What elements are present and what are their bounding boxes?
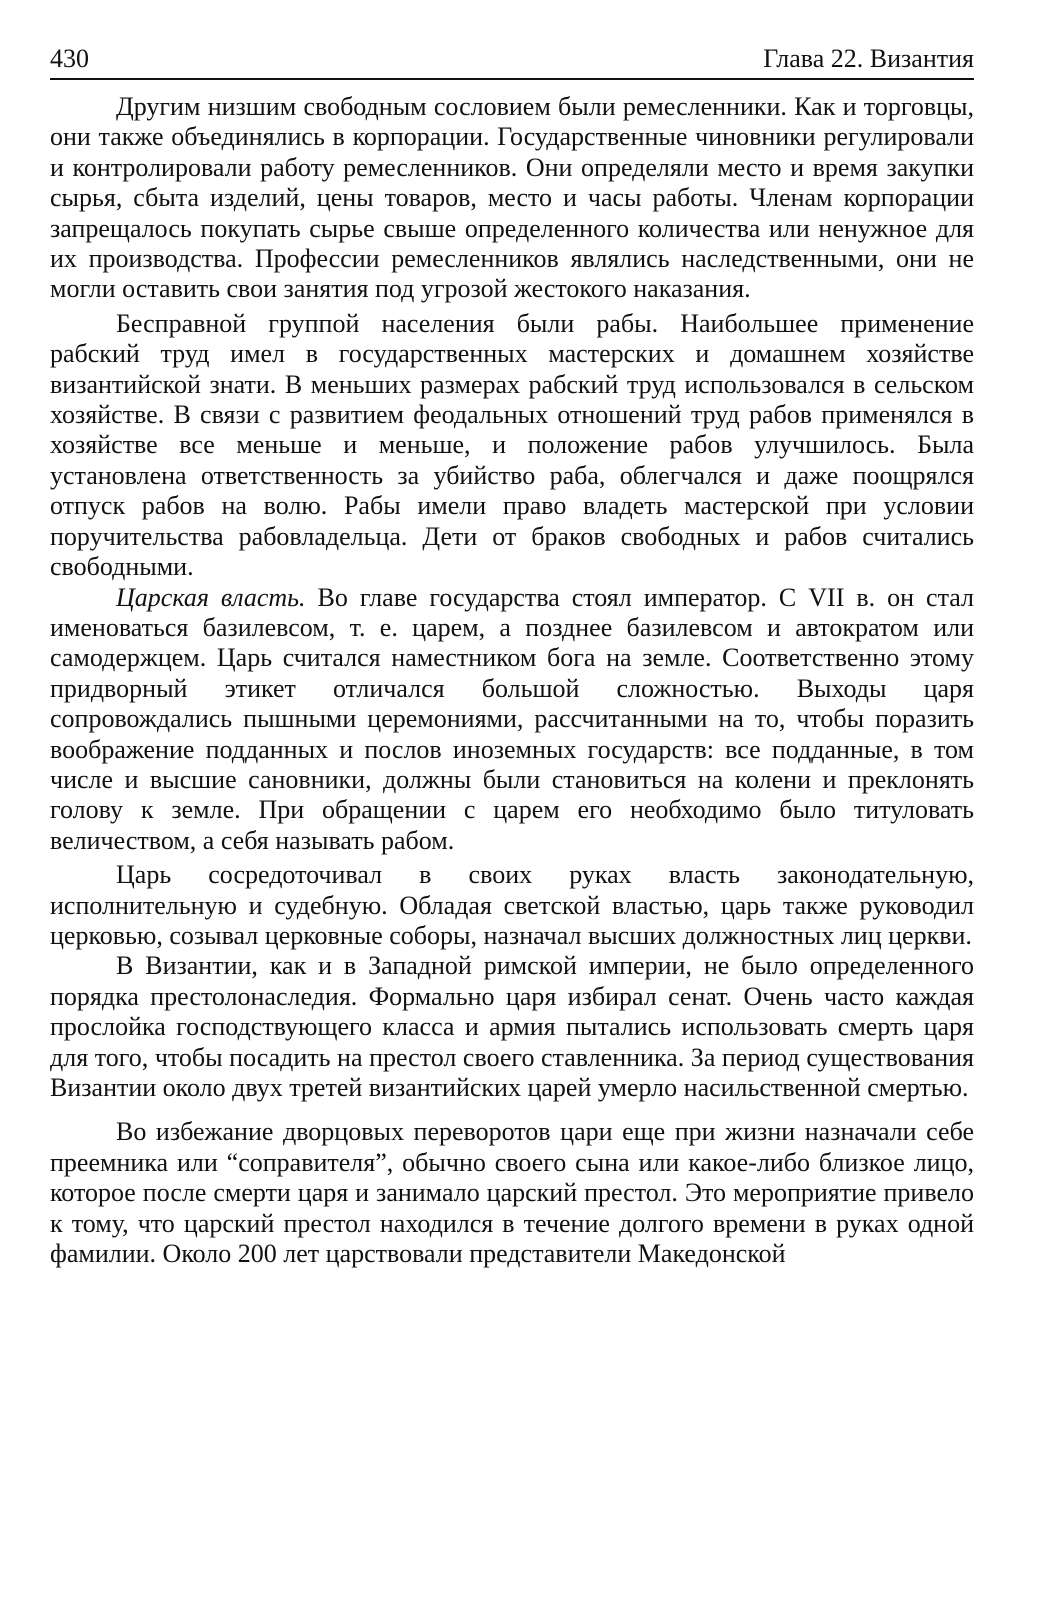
paragraph-text: Во избежание дворцовых переворотов цари еще при жизни назначали себе преемника или “соправителя”, обычно своего сына или какое-либо близкое лицо, которое после смерти царя и занимало царский престол. Это мероприятие привело к тому, что царский престол находился в течение долгого времени в руках одной фамилии. Около 200 лет царствовали представители Македонской [50, 1117, 974, 1269]
paragraph [50, 583, 974, 857]
paragraph-text: Во главе государства стоял император. С VII в. он стал именоваться базилевсом, т. е. царем, а позднее базилевсом и автократом или самодержцем. Царь считался наместником бога на земле. Соответственно этому придворный этикет отличался большой сложностью. Выходы царя сопровождались пышными церемониями, рассчитанными на то, чтобы поразить воображение подданных и послов иноземных государств: все подданные, в том числе и высшие сановники, должны были становиться на колени и преклонять голову к земле. При обращении с царем его необходимо было титуловать величеством, а себя называть рабом. [50, 582, 974, 855]
paragraph-text: Другим низшим свободным сословием были ремесленники. Как и торговцы, они также объединялись в корпорации. Государственные чиновники регулировали и контролировали работу ремесленников. Они определяли место и время закупки сырья, сбыта изделий, цены товаров, место и часы работы. Членам корпорации запрещалось покупать сырье свыше определенного количества или ненужное для их производства. Профессии ремесленников являлись наследственными, они не могли оставить свои занятия под угрозой жестокого наказания. [50, 92, 974, 304]
running-header [50, 40, 974, 80]
paragraph-text: В Византии, как и в Западной римской империи, не было определенного порядка престолонаследия. Формально царя избирал сенат. Очень часто каждая прослойка господствующего класса и армия пытались использовать смерть царя для того, чтобы посадить на престол своего ставленника. За период существования Византии около двух третей византийских царей умерло насильственной смертью. [50, 951, 974, 1102]
paragraph-text: Бесправной группой населения были рабы. Наибольшее применение рабский труд имел в государственных мастерских и домашнем хозяйстве византийской знати. В меньших размерах рабский труд использовался в сельском хозяйстве. В связи с развитием феодальных отношений труд рабов применялся в хозяйстве все меньше и меньше, и положение рабов улучшилось. Была установлена ответственность за убийство раба, облегчался и даже поощрялся отпуск рабов на волю. Рабы имели право владеть мастерской при условии поручительства рабовладельца. Дети от браков свободных и рабов считались свободными. [50, 308, 974, 582]
chapter-title: Глава 22. Византия [763, 44, 974, 73]
book-page [50, 40, 974, 1269]
paragraph-text: Царь сосредоточивал в своих руках власть законодательную, исполнительную и судебную. Обладая светской властью, царь также руководил церковью, созывал церковные соборы, назначал высших должностных лиц церкви. [50, 860, 974, 950]
section-run-in-heading: Царская власть. [116, 582, 306, 612]
paragraph [50, 951, 974, 1103]
paragraph [50, 309, 974, 583]
page-number: 430 [50, 44, 89, 73]
page-body [50, 92, 974, 1269]
paragraph [50, 1117, 974, 1269]
paragraph [50, 860, 974, 951]
paragraph [50, 92, 974, 305]
